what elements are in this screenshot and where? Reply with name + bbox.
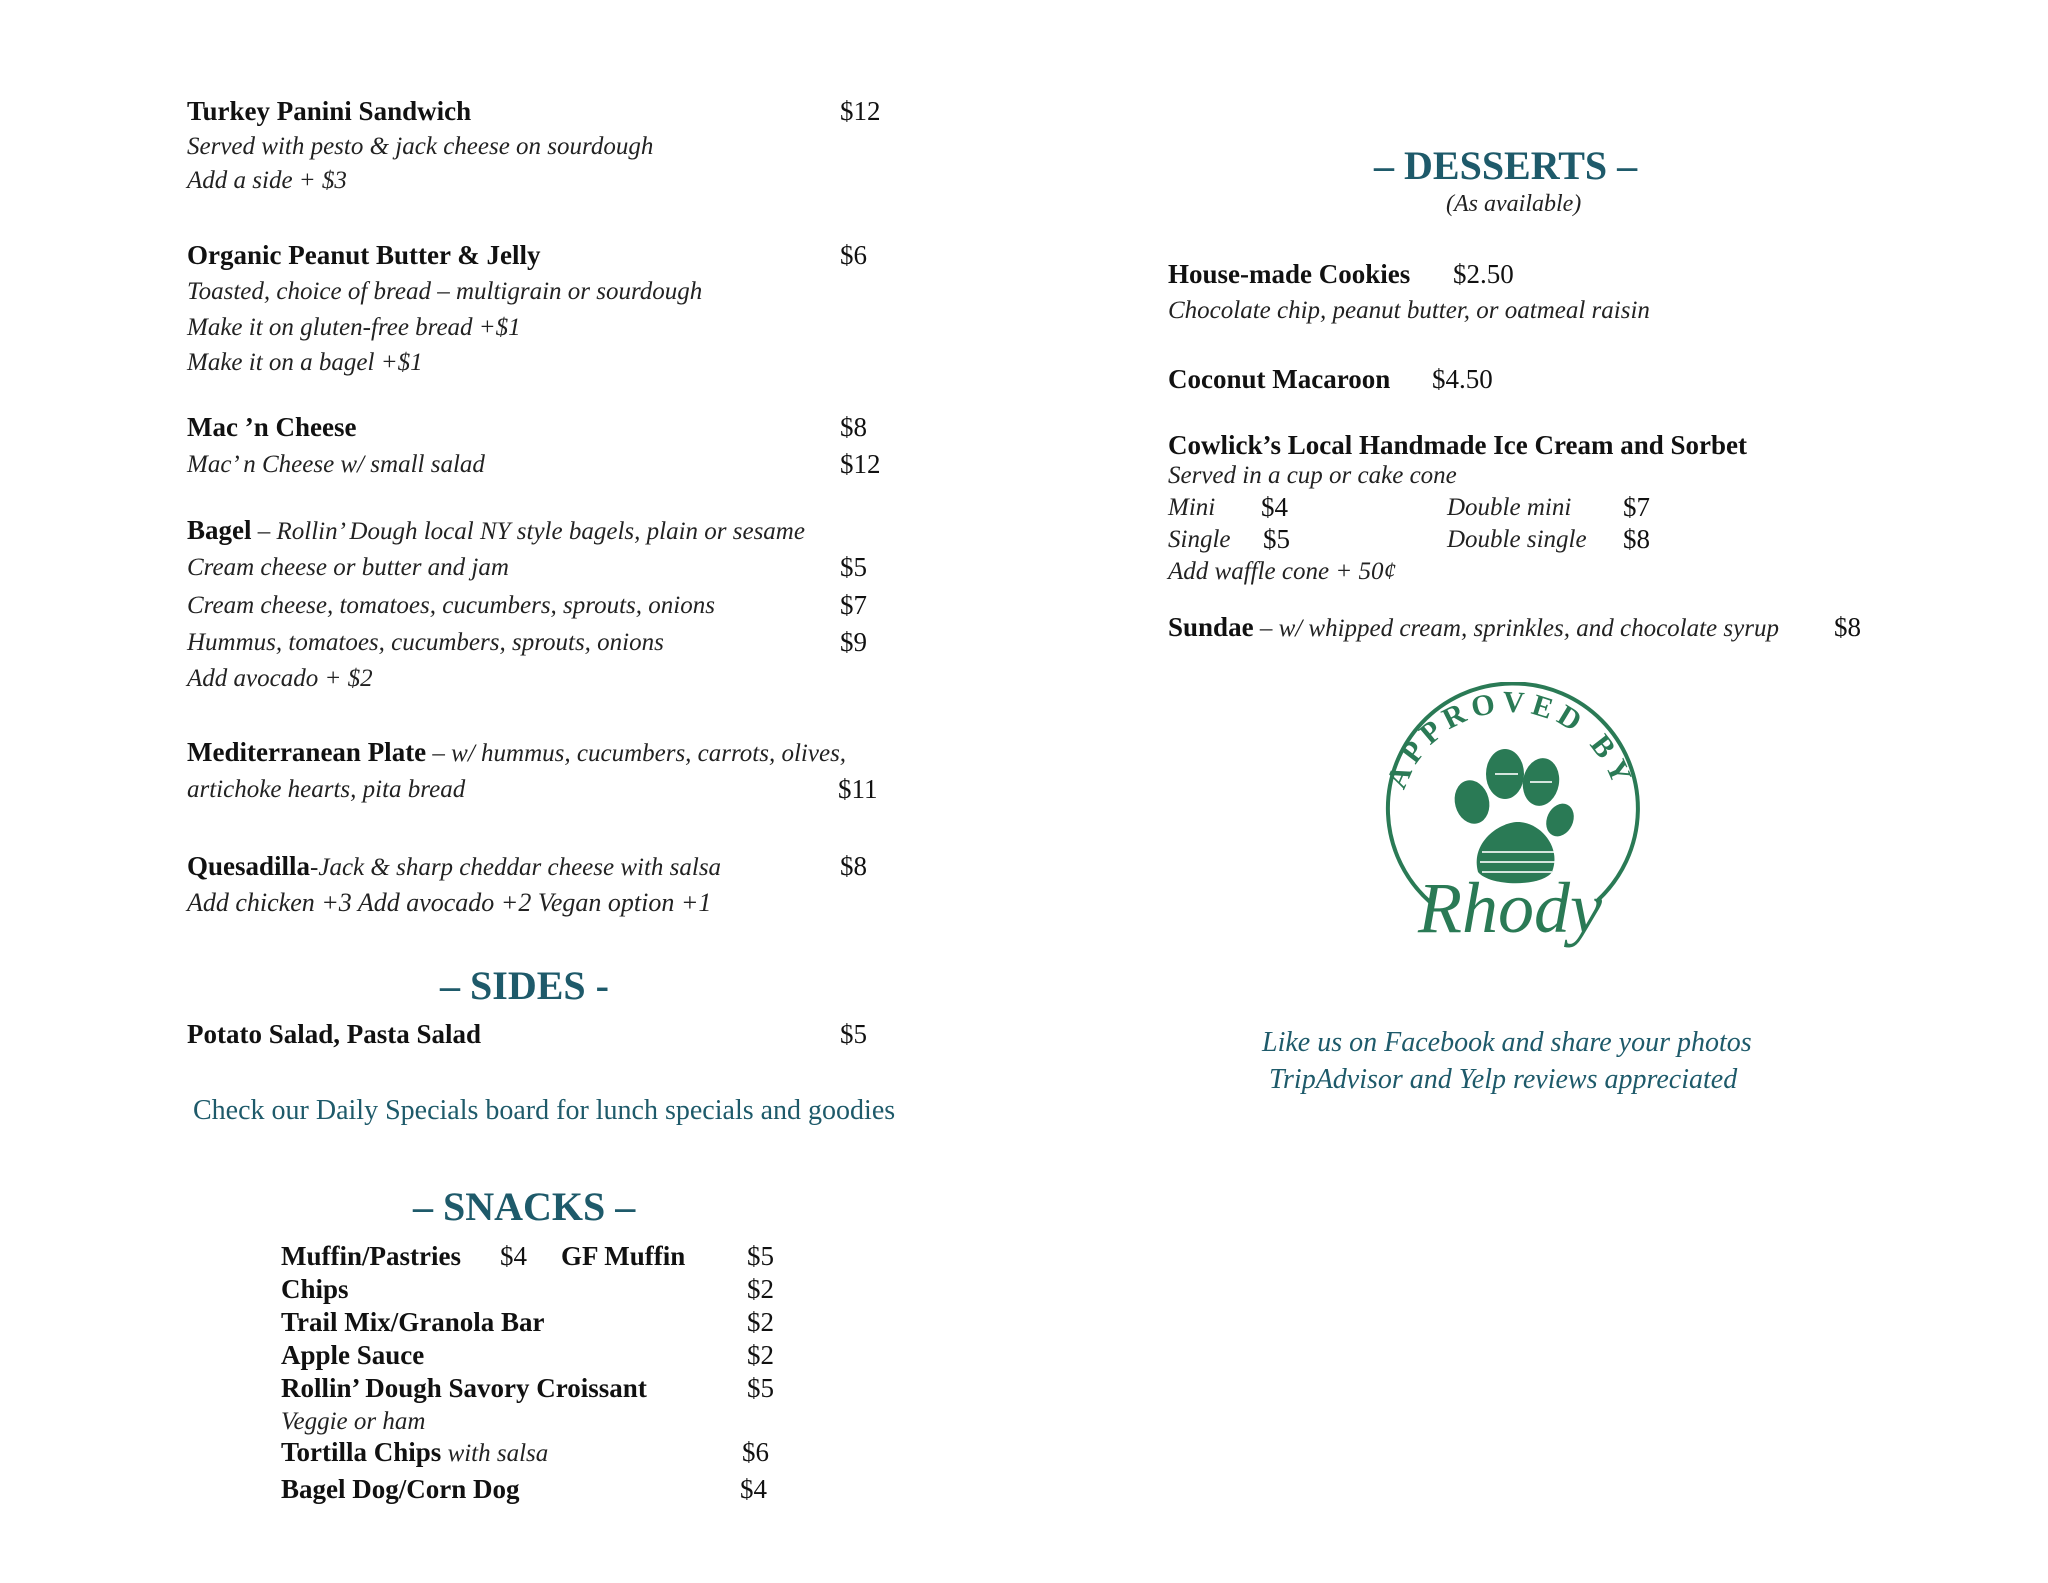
macaroon-price: $4.50 (1432, 364, 1493, 394)
bagel-option-2-price: $7 (840, 590, 867, 620)
quesadilla-desc: -Jack & sharp cheddar cheese with salsa (310, 854, 722, 881)
sides-price: $5 (840, 1019, 867, 1049)
bagel-option-1: Cream cheese or butter and jam (187, 554, 509, 581)
cookies-price: $2.50 (1453, 259, 1514, 289)
bagel-name: Bagel (187, 515, 252, 545)
mac-salad: Mac’ n Cheese w/ small salad (187, 451, 485, 478)
sundae-price: $8 (1834, 612, 1861, 642)
snack-tortilla-note: with salsa (441, 1440, 549, 1467)
pbj-name: Organic Peanut Butter & Jelly (187, 240, 541, 270)
ice-cream-double-single-price: $8 (1623, 524, 1650, 554)
quesadilla-line (187, 853, 721, 880)
snacks-heading: – SNACKS – (413, 1184, 636, 1229)
macaroon-name: Coconut Macaroon (1168, 364, 1391, 394)
turkey-panini-price: $12 (840, 96, 881, 126)
daily-specials-note: Check our Daily Specials board for lunch specials and goodies (193, 1095, 896, 1126)
bagel-desc: – Rollin’ Dough local NY style bagels, plain or sesame (251, 518, 805, 545)
mac-name: Mac ’n Cheese (187, 412, 357, 442)
sundae-desc: – w/ whipped cream, sprinkles, and chocolate syrup (1253, 615, 1779, 642)
ice-cream-single: Single (1168, 526, 1231, 553)
snack-apple-sauce: Apple Sauce (281, 1340, 425, 1370)
ice-cream-mini-price: $4 (1261, 492, 1288, 522)
mediterranean-price: $11 (838, 774, 878, 804)
snack-gf-muffin-price: $5 (747, 1241, 774, 1271)
cookies-name: House-made Cookies (1168, 259, 1411, 289)
mac-price: $8 (840, 412, 867, 442)
pbj-desc: Toasted, choice of bread – multigrain or sourdough (187, 278, 703, 305)
bagel-option-3-price: $9 (840, 627, 867, 657)
logo-name-text: Rhody (1418, 868, 1602, 948)
paw-print-icon (1450, 749, 1579, 883)
sides-item: Potato Salad, Pasta Salad (187, 1019, 482, 1049)
quesadilla-addons: Add chicken +3 Add avocado +2 Vegan option +1 (187, 888, 712, 917)
pbj-bagel: Make it on a bagel +$1 (187, 349, 423, 376)
ice-cream-desc: Served in a cup or cake cone (1168, 462, 1457, 489)
bagel-option-2: Cream cheese, tomatoes, cucumbers, sprouts, onions (187, 592, 715, 619)
mediterranean-desc-1: – w/ hummus, cucumbers, carrots, olives, (426, 740, 847, 767)
snack-muffin: Muffin/Pastries (281, 1241, 461, 1271)
snack-tortilla-price: $6 (742, 1437, 769, 1467)
social-facebook-note: Like us on Facebook and share your photos (1262, 1027, 1752, 1058)
snack-muffin-price: $4 (500, 1241, 527, 1271)
bagel-option-3: Hummus, tomatoes, cucumbers, sprouts, onions (187, 629, 664, 656)
pbj-price: $6 (840, 240, 867, 270)
ice-cream-mini: Mini (1168, 494, 1216, 521)
ice-cream-name: Cowlick’s Local Handmade Ice Cream and Sorbet (1168, 430, 1747, 460)
cookies-desc: Chocolate chip, peanut butter, or oatmeal raisin (1168, 297, 1650, 324)
turkey-panini-name: Turkey Panini Sandwich (187, 96, 472, 126)
desserts-subheading: (As available) (1446, 191, 1582, 217)
sides-heading: – SIDES - (440, 963, 609, 1008)
desserts-heading: – DESSERTS – (1374, 143, 1638, 188)
snack-croissant-note: Veggie or ham (281, 1408, 426, 1435)
pbj-gluten-free: Make it on gluten-free bread +$1 (187, 314, 521, 341)
bagel-option-1-price: $5 (840, 552, 867, 582)
snack-croissant: Rollin’ Dough Savory Croissant (281, 1373, 647, 1403)
sundae-name: Sundae (1168, 612, 1254, 642)
quesadilla-name: Quesadilla (187, 851, 311, 881)
sundae-line (1168, 614, 1779, 641)
turkey-panini-desc: Served with pesto & jack cheese on sourdough (187, 133, 654, 160)
mediterranean-line (187, 739, 846, 766)
snack-chips: Chips (281, 1274, 349, 1304)
social-reviews-note: TripAdvisor and Yelp reviews appreciated (1269, 1064, 1738, 1095)
bagel-line (187, 517, 805, 544)
snack-tortilla-line (281, 1439, 548, 1466)
snack-bagel-dog-price: $4 (740, 1474, 767, 1504)
ice-cream-double-single: Double single (1447, 526, 1587, 553)
mediterranean-desc-2: artichoke hearts, pita bread (187, 776, 466, 803)
mediterranean-name: Mediterranean Plate (187, 737, 427, 767)
ice-cream-double-mini: Double mini (1447, 494, 1572, 521)
mac-salad-price: $12 (840, 449, 881, 479)
ice-cream-single-price: $5 (1263, 524, 1290, 554)
snack-croissant-price: $5 (747, 1373, 774, 1403)
quesadilla-price: $8 (840, 851, 867, 881)
ice-cream-waffle: Add waffle cone + 50¢ (1168, 558, 1396, 585)
ice-cream-double-mini-price: $7 (1623, 492, 1650, 522)
snack-chips-price: $2 (747, 1274, 774, 1304)
snack-bagel-dog: Bagel Dog/Corn Dog (281, 1474, 520, 1504)
snack-gf-muffin: GF Muffin (561, 1241, 686, 1271)
turkey-panini-side: Add a side + $3 (187, 167, 347, 194)
snack-tortilla: Tortilla Chips (281, 1437, 442, 1467)
snack-apple-sauce-price: $2 (747, 1340, 774, 1370)
approved-by-rhody-logo (1370, 682, 1650, 972)
snack-trail-mix: Trail Mix/Granola Bar (281, 1307, 545, 1337)
snack-trail-mix-price: $2 (747, 1307, 774, 1337)
logo-ring-text: APPROVED BY (1379, 685, 1641, 794)
bagel-avocado: Add avocado + $2 (187, 665, 373, 692)
